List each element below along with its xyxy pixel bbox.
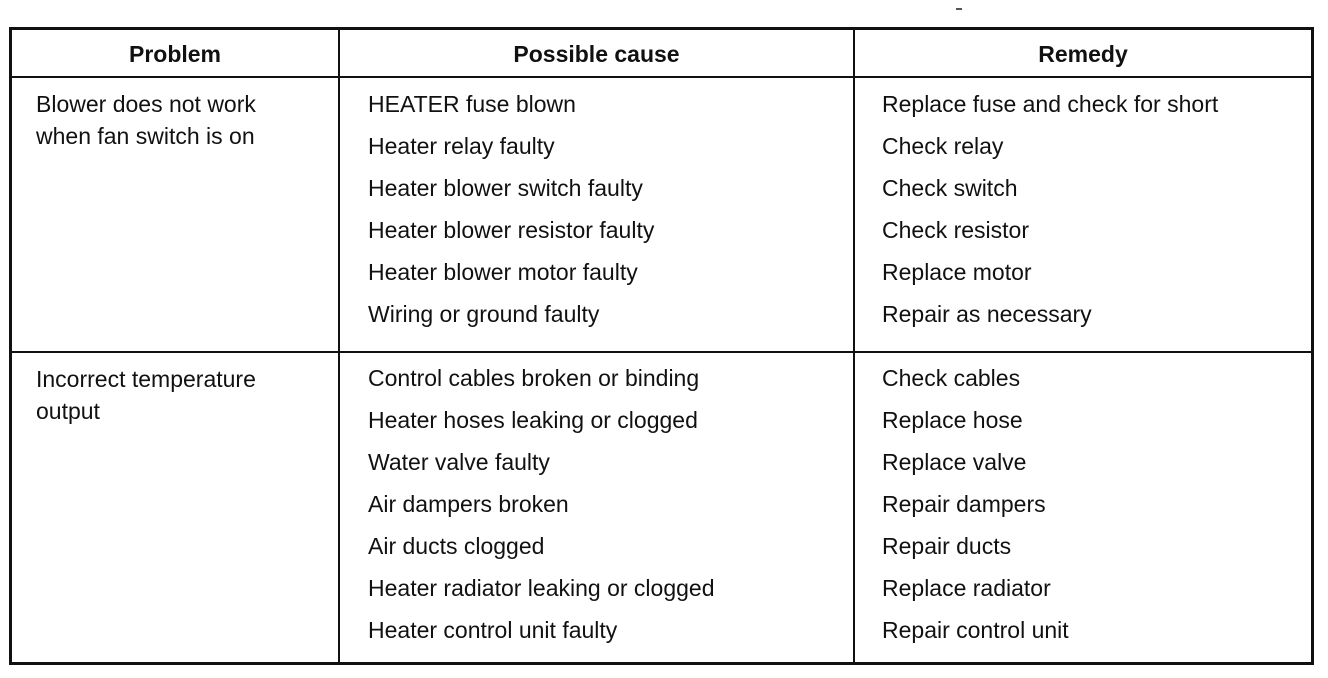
cause-item: Heater relay faulty [368, 133, 555, 159]
cause-item: Water valve faulty [368, 449, 550, 475]
remedy-item: Check switch [882, 175, 1018, 201]
cause-item: Air ducts clogged [368, 533, 545, 559]
remedy-item: Repair ducts [882, 533, 1012, 559]
header-problem: Problem [128, 41, 222, 67]
remedy-item: Replace fuse and check for short [882, 91, 1219, 117]
remedy-item: Repair as necessary [882, 301, 1092, 327]
remedy-item: Repair control unit [882, 617, 1069, 643]
cause-item: Control cables broken or binding [368, 365, 700, 391]
remedy-item: Replace radiator [882, 575, 1051, 601]
header-remedy: Remedy [1038, 41, 1128, 67]
column-divider [338, 30, 340, 662]
cause-item: Heater blower motor faulty [368, 259, 638, 285]
remedy-item: Repair dampers [882, 491, 1046, 517]
remedy-item: Replace valve [882, 449, 1027, 475]
cause-item: Air dampers broken [368, 491, 569, 517]
troubleshooting-table [9, 27, 1314, 665]
column-divider [853, 30, 855, 662]
cause-item: Heater control unit faulty [368, 617, 618, 643]
problem-cell: Incorrect temperature output [36, 366, 256, 424]
cause-list [368, 88, 654, 340]
cause-item: Heater radiator leaking or clogged [368, 575, 715, 601]
remedy-item: Check relay [882, 133, 1004, 159]
remedy-item: Check resistor [882, 217, 1029, 243]
remedy-item: Replace motor [882, 259, 1032, 285]
remedy-item: Replace hose [882, 407, 1023, 433]
cause-item: HEATER fuse blown [368, 91, 576, 117]
remedy-item: Check cables [882, 365, 1021, 391]
cause-item: Heater blower resistor faulty [368, 217, 655, 243]
remedy-list [882, 362, 1069, 656]
cause-list [368, 362, 714, 656]
header-divider [12, 76, 1311, 78]
remedy-list [882, 88, 1218, 340]
header-possible-cause: Possible cause [513, 41, 680, 67]
cause-item: Heater hoses leaking or clogged [368, 407, 698, 433]
row-divider [12, 351, 1311, 353]
cause-item: Wiring or ground faulty [368, 301, 600, 327]
stray-mark [956, 8, 962, 10]
cause-item: Heater blower switch faulty [368, 175, 643, 201]
problem-cell: Blower does not work when fan switch is on [36, 91, 256, 149]
